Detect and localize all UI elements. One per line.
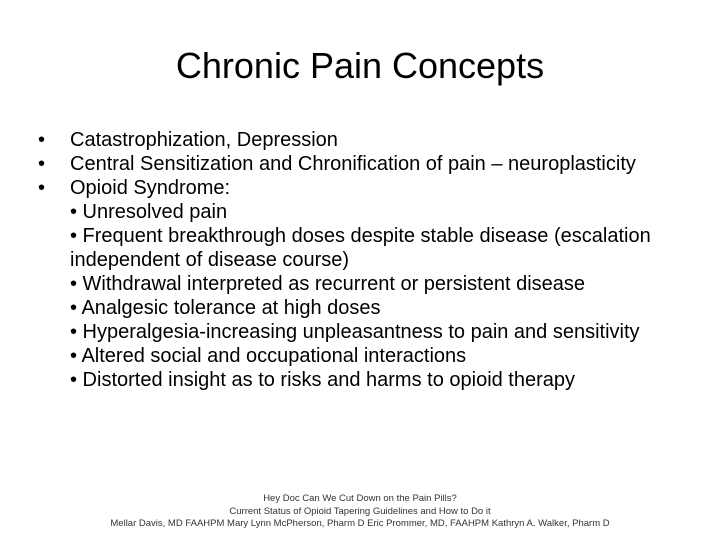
sub-list-item: • Altered social and occupational interactions: [70, 345, 467, 367]
slide-title: Chronic Pain Concepts: [175, 45, 545, 86]
slide-body: [30, 128, 690, 392]
bullet-icon: •: [38, 129, 46, 151]
citation-footer: [0, 493, 720, 531]
bullet-icon: •: [38, 153, 46, 175]
bullet-text: Catastrophization, Depression: [70, 129, 338, 151]
citation-title: Hey Doc Can We Cut Down on the Pain Pills?: [263, 493, 457, 504]
bullet-item: [30, 128, 690, 152]
sub-list-item: • Unresolved pain: [70, 201, 228, 223]
bullet-text: Central Sensitization and Chronification of pain – neuroplasticity: [70, 153, 636, 175]
bullet-item: [30, 152, 690, 176]
sub-list-item: • Frequent breakthrough doses despite stable disease (escalation independent of disease course): [70, 225, 651, 271]
bullet-item: [30, 176, 690, 392]
sub-list-item: • Hyperalgesia-increasing unpleasantness to pain and sensitivity: [70, 321, 640, 343]
sub-list-item: • Analgesic tolerance at high doses: [70, 297, 381, 319]
bullet-text: Opioid Syndrome:: [70, 177, 231, 199]
sub-list-item: • Withdrawal interpreted as recurrent or persistent disease: [70, 273, 586, 295]
citation-subtitle: Current Status of Opioid Tapering Guidelines and How to Do it: [229, 505, 491, 517]
citation-authors: Mellar Davis, MD FAAHPM Mary Lynn McPherson, Pharm D Eric Prommer, MD, FAAHPM Kathryn A. Walker, Pharm D: [110, 518, 610, 529]
bullet-icon: •: [38, 177, 46, 199]
sub-list-item: • Distorted insight as to risks and harms to opioid therapy: [70, 369, 576, 391]
bullet-list: [30, 128, 690, 392]
